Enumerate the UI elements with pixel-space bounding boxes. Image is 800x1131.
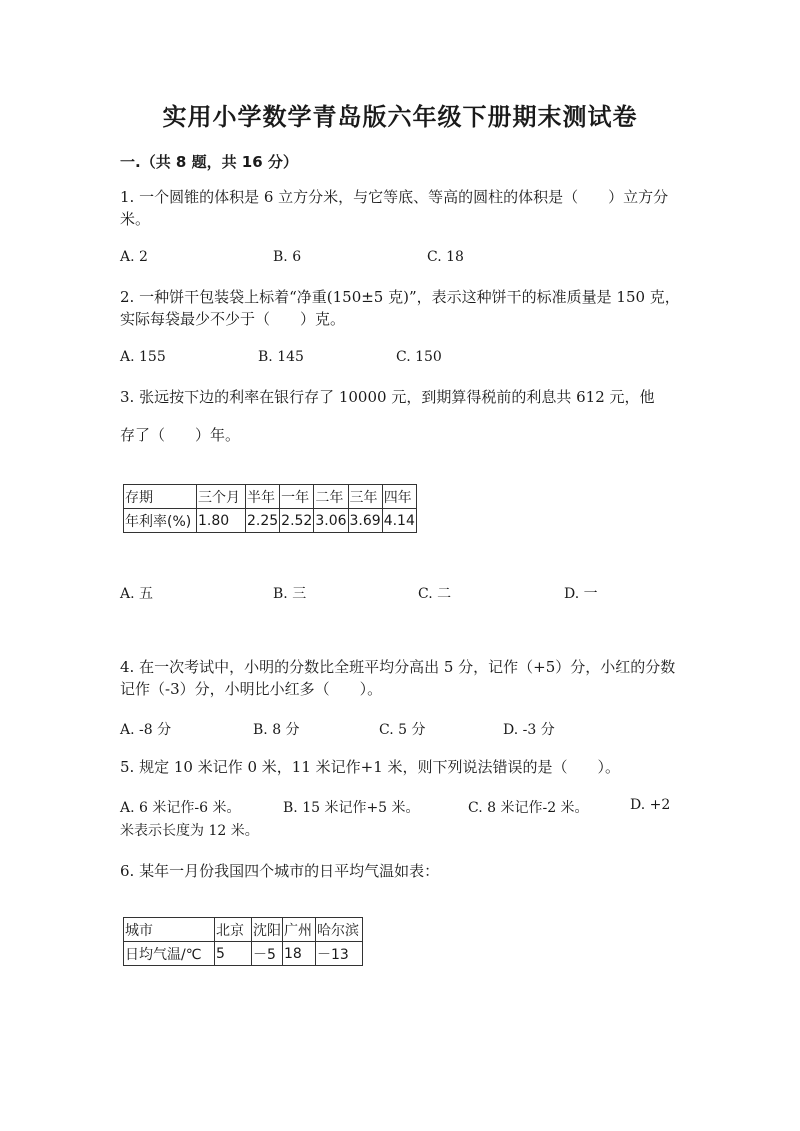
table-cell: 日均气温/℃ xyxy=(124,942,215,966)
table-row-header xyxy=(124,485,417,509)
page-title: 实用小学数学青岛版六年级下册期末测试卷 xyxy=(162,102,638,131)
table-cell: 5 xyxy=(215,942,252,966)
question-2-option-a: A. 155 xyxy=(120,349,166,365)
question-4-option-a: A. -8 分 xyxy=(120,722,172,738)
question-3-option-b: B. 三 xyxy=(273,586,307,602)
table-cell: 哈尔滨 xyxy=(316,918,363,942)
table-cell: 18 xyxy=(283,942,316,966)
question-2-option-c: C. 150 xyxy=(396,349,442,365)
question-5-option-b: B. 15 米记作+5 米。 xyxy=(283,800,420,816)
question-1-option-a: A. 2 xyxy=(120,249,148,265)
table-cell: 3.69 xyxy=(348,509,382,533)
table-cell: 广州 xyxy=(283,918,316,942)
table-cell: －5 xyxy=(252,942,283,966)
table-row-values xyxy=(124,509,417,533)
question-1-text: 1. 一个圆锥的体积是 6 立方分米，与它等底、等高的圆柱的体积是（ ）立方分米。 xyxy=(120,188,669,228)
table-cell: 三年 xyxy=(348,485,382,509)
question-5-option-d: D. +2 xyxy=(630,797,671,813)
city-temperature-table xyxy=(123,917,363,966)
table-cell: －13 xyxy=(316,942,363,966)
table-cell: 1.80 xyxy=(197,509,246,533)
question-1-option-c: C. 18 xyxy=(427,249,464,265)
table-cell: 一年 xyxy=(280,485,314,509)
question-2-text: 2. 一种饼干包装袋上标着“净重(150±5 克)”，表示这种饼干的标准质量是 150 克，实际每袋最少不少于（ ）克。 xyxy=(120,288,680,328)
interest-rate-table xyxy=(123,484,417,533)
question-4-option-d: D. -3 分 xyxy=(503,722,555,738)
table-cell: 存期 xyxy=(124,485,197,509)
question-3-option-a: A. 五 xyxy=(120,586,154,602)
table-cell: 2.52 xyxy=(280,509,314,533)
question-1-option-b: B. 6 xyxy=(273,249,302,265)
question-6-text: 6. 某年一月份我国四个城市的日平均气温如表： xyxy=(120,862,440,880)
question-3-line-2: 存了（ ）年。 xyxy=(120,426,241,444)
table-cell: 四年 xyxy=(382,485,416,509)
table-cell: 沈阳 xyxy=(252,918,283,942)
question-3-line-1: 3. 张远按下边的利率在银行存了 10000 元，到期算得税前的利息共 612 元，他 xyxy=(120,388,655,406)
question-4-option-b: B. 8 分 xyxy=(253,722,300,738)
table-cell: 北京 xyxy=(215,918,252,942)
table-row-header xyxy=(124,918,363,942)
table-cell: 城市 xyxy=(124,918,215,942)
table-cell: 半年 xyxy=(246,485,280,509)
question-3-option-d: D. 一 xyxy=(564,586,598,602)
question-4-text: 4. 在一次考试中，小明的分数比全班平均分高出 5 分，记作（+5）分，小红的分数记作（-3）分，小明比小红多（ ）。 xyxy=(120,658,676,698)
question-5-option-d-continued: 米表示长度为 12 米。 xyxy=(120,823,259,839)
table-cell: 3.06 xyxy=(314,509,348,533)
table-cell: 年利率(%) xyxy=(124,509,197,533)
question-5-option-c: C. 8 米记作-2 米。 xyxy=(468,800,589,816)
table-cell: 二年 xyxy=(314,485,348,509)
question-3-option-c: C. 二 xyxy=(418,586,452,602)
table-cell: 2.25 xyxy=(246,509,280,533)
table-cell: 4.14 xyxy=(382,509,416,533)
section-heading: 一.（共 8 题，共 16 分） xyxy=(120,153,298,171)
table-row-values xyxy=(124,942,363,966)
table-cell: 三个月 xyxy=(197,485,246,509)
question-2-option-b: B. 145 xyxy=(258,349,304,365)
question-4-option-c: C. 5 分 xyxy=(379,722,426,738)
question-5-option-a: A. 6 米记作-6 米。 xyxy=(120,800,241,816)
question-5-text: 5. 规定 10 米记作 0 米，11 米记作+1 米，则下列说法错误的是（ ）。 xyxy=(120,758,621,776)
